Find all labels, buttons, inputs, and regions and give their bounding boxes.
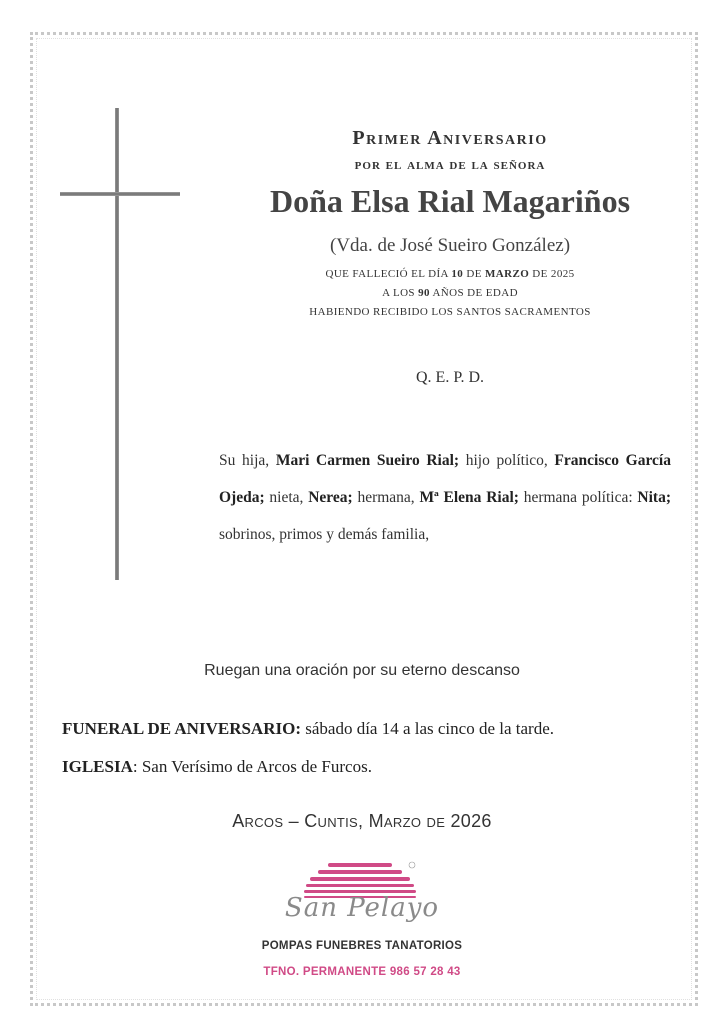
widow-of: (Vda. de José Sueiro González): [329, 235, 571, 256]
family-text: hijo político,: [459, 452, 555, 469]
phone-number: TFNO. PERMANENTE 986 57 28 43: [263, 966, 461, 978]
qepd: Q. E. P. D.: [415, 369, 484, 386]
company-name: POMPAS FUNEBRES TANATORIOS: [261, 940, 463, 952]
family-text: sobrinos, primos y demás familia,: [219, 526, 430, 543]
funeral-label: FUNERAL DE ANIVERSARIO:: [62, 719, 301, 738]
family-name: Francisco García Ojeda;: [219, 452, 671, 506]
age-value: 90: [418, 287, 430, 299]
age-text: AÑOS DE EDAD: [429, 287, 518, 299]
family-text: nieta,: [264, 489, 309, 506]
church-text: : San Verísimo de Arcos de Furcos.: [132, 757, 372, 776]
death-month: MARZO: [484, 268, 530, 280]
family-text: Su hija,: [219, 452, 276, 469]
death-year: DE 2025: [529, 268, 575, 280]
family-text: hermana política:: [518, 489, 638, 506]
church-label: IGLESIA: [62, 757, 133, 776]
prayer-request: Ruegan una oración por su eterno descanso: [204, 662, 520, 679]
sacraments-line: HABIENDO RECIBIDO LOS SANTOS SACRAMENTOS: [309, 306, 591, 318]
family-text: hermana,: [352, 489, 420, 506]
place-date: Arcos – Cuntis, Marzo de 2026: [232, 811, 492, 831]
church-info: [62, 757, 372, 777]
age-text: A LOS: [382, 287, 419, 299]
deceased-name: Doña Elsa Rial Magariños: [269, 183, 631, 219]
cross-icon: [115, 108, 119, 580]
funeral-text: sábado día 14 a las cinco de la tarde.: [300, 719, 554, 738]
death-date-line: [230, 268, 670, 280]
notice-title: Primer Aniversario: [352, 127, 548, 149]
funeral-info: [62, 719, 554, 739]
logo-wordmark: San Pelayo: [284, 893, 440, 923]
death-text: QUE FALLECIÓ EL DÍA: [325, 268, 452, 280]
cross-icon-bar: [60, 192, 180, 196]
death-text: DE: [463, 268, 485, 280]
family-name: Nerea;: [308, 489, 353, 506]
family-name: Nita;: [637, 489, 671, 506]
family-name: Mª Elena Rial;: [419, 489, 519, 506]
notice-subtitle: por el alma de la señora: [354, 157, 546, 173]
age-line: [230, 287, 670, 299]
family-paragraph: [219, 442, 671, 553]
family-name: Mari Carmen Sueiro Rial;: [275, 452, 460, 469]
death-day: 10: [451, 268, 464, 280]
